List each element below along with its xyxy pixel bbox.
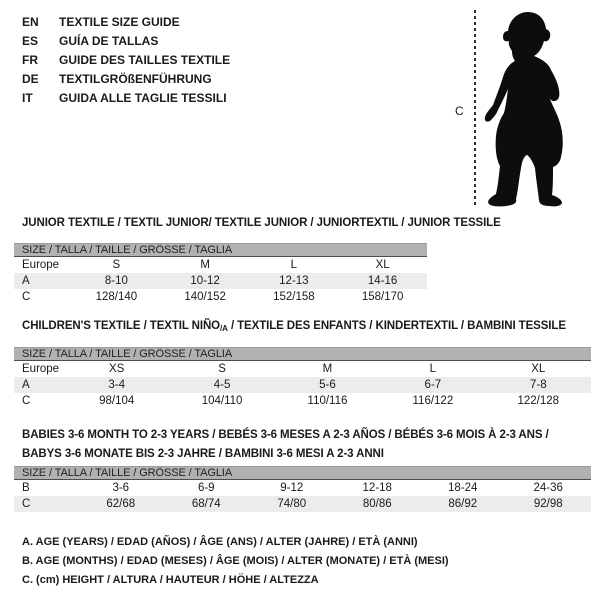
- language-code: IT: [22, 91, 33, 105]
- value-cell: 116/122: [412, 395, 454, 407]
- table-row-height: [14, 289, 427, 305]
- title-part-subscript: /A: [220, 324, 228, 333]
- table-row-height: [14, 393, 591, 409]
- value-cell: 24-36: [533, 482, 563, 494]
- row-label: C: [22, 291, 31, 303]
- title-part: CHILDREN'S TEXTILE / TEXTIL NIÑO: [22, 320, 221, 332]
- size-cell: M: [322, 363, 333, 375]
- value-cell: 140/152: [184, 291, 226, 303]
- toddler-silhouette-icon: [483, 10, 571, 208]
- value-cell: 152/158: [273, 291, 315, 303]
- row-label: A: [22, 275, 30, 287]
- height-measure-label: C: [455, 104, 464, 118]
- language-title-list: [22, 13, 230, 108]
- row-label: Europe: [22, 363, 60, 375]
- size-cell: XL: [375, 259, 390, 271]
- height-dashed-line: [474, 10, 476, 208]
- value-cell: 7-8: [529, 379, 547, 391]
- language-row: [22, 13, 230, 32]
- value-cell: 110/116: [307, 395, 348, 407]
- value-cell: 6-9: [197, 482, 215, 494]
- value-cell: 8-10: [104, 275, 128, 287]
- guide-title-de: TEXTILGRÖßENFÜHRUNG: [59, 72, 212, 86]
- junior-table-title: JUNIOR TEXTILE / TEXTIL JUNIOR/ TEXTILE JUNIOR / JUNIORTEXTIL / JUNIOR TESSILE: [22, 217, 501, 229]
- value-cell: 12-18: [362, 482, 392, 494]
- guide-title-es: GUÍA DE TALLAS: [59, 34, 159, 48]
- size-header-bar: SIZE / TALLA / TAILLE / GRÖSSE / TAGLIA: [14, 348, 591, 361]
- value-cell: 6-7: [424, 379, 442, 391]
- babies-table-title: [22, 426, 582, 464]
- value-cell: 80/86: [362, 498, 392, 510]
- children-size-table: [14, 347, 591, 409]
- row-label: C: [22, 498, 31, 510]
- children-table-title: [22, 320, 566, 333]
- size-header-bar: SIZE / TALLA / TAILLE / GRÖSSE / TAGLIA: [14, 244, 427, 257]
- babies-size-table: [14, 466, 591, 512]
- footnote-age-months: B. AGE (MONTHS) / EDAD (MESES) / ÂGE (MOIS) / ALTER (MONATE) / ETÀ (MESI): [22, 555, 449, 567]
- value-cell: 86/92: [448, 498, 478, 510]
- value-cell: 62/68: [106, 498, 136, 510]
- table-row-europe: [14, 361, 591, 378]
- value-cell: 3-4: [108, 379, 125, 391]
- size-cell: M: [200, 259, 210, 271]
- footnote-height: C. (cm) HEIGHT / ALTURA / HAUTEUR / HÖHE / ALTEZZA: [22, 574, 319, 586]
- language-row: [22, 32, 230, 51]
- value-cell: 122/128: [517, 395, 560, 407]
- row-label: C: [22, 395, 31, 407]
- value-cell: 12-13: [279, 275, 309, 287]
- size-cell: S: [218, 363, 226, 375]
- language-row: [22, 51, 230, 70]
- junior-size-table: [14, 243, 427, 305]
- value-cell: 5-6: [319, 379, 336, 391]
- table-row-europe: [14, 257, 427, 274]
- babies-title-line1: BABIES 3-6 MONTH TO 2-3 YEARS / BEBÉS 3-6 MESES A 2-3 AÑOS / BÉBÉS 3-6 MOIS À 2-3 ANS /: [22, 429, 549, 441]
- table-row-age: [14, 273, 427, 289]
- table-row-age-months: [14, 480, 591, 497]
- size-cell: L: [429, 363, 437, 375]
- value-cell: 10-12: [190, 275, 220, 287]
- row-label: Europe: [22, 259, 60, 271]
- value-cell: 68/74: [191, 498, 221, 510]
- value-cell: 158/170: [361, 291, 404, 303]
- value-cell: 4-5: [213, 379, 231, 391]
- language-code: FR: [22, 53, 38, 67]
- table-header-row: [14, 244, 427, 257]
- size-cell: L: [290, 259, 298, 271]
- size-cell: XL: [531, 363, 546, 375]
- table-header-row: [14, 467, 591, 480]
- size-cell: XS: [109, 363, 125, 375]
- value-cell: 74/80: [277, 498, 307, 510]
- footnote-age-years: A. AGE (YEARS) / EDAD (AÑOS) / ÂGE (ANS) / ALTER (JAHRE) / ETÀ (ANNI): [22, 536, 418, 548]
- value-cell: 3-6: [112, 482, 130, 494]
- row-label: B: [22, 482, 30, 494]
- title-part: / TEXTILE DES ENFANTS / KINDERTEXTIL / BAMBINI TESSILE: [227, 320, 566, 332]
- value-cell: 14-16: [367, 275, 398, 287]
- language-code: EN: [22, 15, 39, 29]
- table-row-height: [14, 496, 591, 512]
- guide-title-fr: GUIDE DES TAILLES TEXTILE: [59, 53, 231, 67]
- guide-title-it: GUIDA ALLE TAGLIE TESSILI: [59, 91, 227, 105]
- size-cell: S: [112, 259, 121, 271]
- legend-footnotes: [22, 533, 449, 590]
- value-cell: 104/110: [201, 395, 243, 407]
- language-row: [22, 89, 230, 108]
- value-cell: 9-12: [280, 482, 304, 494]
- language-code: ES: [22, 34, 39, 48]
- table-header-row: [14, 348, 591, 361]
- babies-title-line2: BABYS 3-6 MONATE BIS 2-3 JAHRE / BAMBINI 3-6 MESI A 2-3 ANNI: [22, 448, 384, 460]
- value-cell: 92/98: [533, 498, 563, 510]
- table-row-age: [14, 377, 591, 393]
- value-cell: 128/140: [95, 291, 138, 303]
- value-cell: 18-24: [448, 482, 478, 494]
- language-row: [22, 70, 230, 89]
- size-header-bar: SIZE / TALLA / TAILLE / GRÖSSE / TAGLIA: [14, 467, 591, 480]
- row-label: A: [22, 379, 30, 391]
- value-cell: 98/104: [99, 395, 135, 407]
- guide-title-en: TEXTILE SIZE GUIDE: [59, 15, 180, 29]
- language-code: DE: [22, 72, 39, 86]
